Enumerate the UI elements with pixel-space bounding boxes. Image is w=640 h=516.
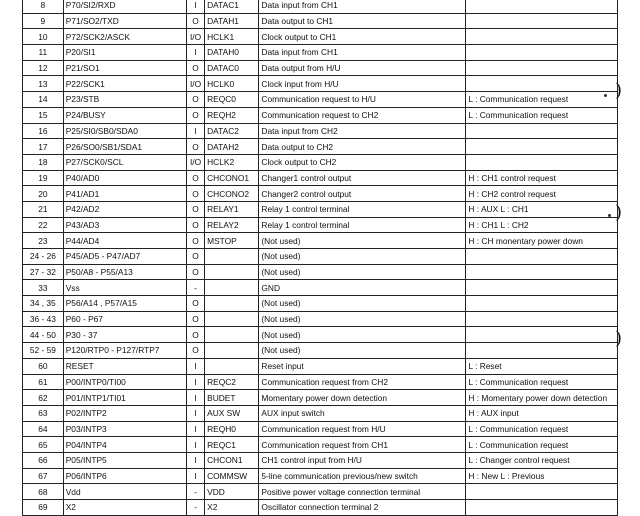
scan-speck	[608, 214, 611, 217]
table-row	[23, 452, 618, 468]
io-cell: O	[187, 186, 205, 202]
function-cell: GND	[259, 280, 466, 296]
port-name-cell: P23/STB	[63, 92, 186, 108]
signal-name-cell: DATAH1	[205, 13, 259, 29]
margin-paren-2: )	[615, 202, 623, 223]
function-cell: Communication request to CH2	[259, 107, 466, 123]
io-cell: I	[187, 405, 205, 421]
function-cell: (Not used)	[259, 264, 466, 280]
note-cell: H : CH2 control request	[466, 186, 618, 202]
port-name-cell: P20/SI1	[63, 45, 186, 61]
note-cell	[466, 0, 618, 13]
io-cell: O	[187, 217, 205, 233]
table-row	[23, 154, 618, 170]
io-cell: O	[187, 139, 205, 155]
io-cell: I	[187, 0, 205, 13]
io-cell: O	[187, 60, 205, 76]
note-cell: L : Reset	[466, 358, 618, 374]
signal-name-cell: DATAH2	[205, 139, 259, 155]
port-name-cell: P44/AD4	[63, 233, 186, 249]
port-name-cell: P71/SO2/TXD	[63, 13, 186, 29]
pin-number-cell: 68	[23, 484, 64, 500]
pin-number-cell: 63	[23, 405, 64, 421]
port-name-cell: P70/SI2/RXD	[63, 0, 186, 13]
table-row	[23, 0, 618, 13]
pin-number-cell: 62	[23, 390, 64, 406]
io-cell: I	[187, 390, 205, 406]
signal-name-cell: DATAC0	[205, 60, 259, 76]
table-row	[23, 139, 618, 155]
signal-name-cell: REQC2	[205, 374, 259, 390]
pin-number-cell: 44 - 50	[23, 327, 64, 343]
io-cell: O	[187, 264, 205, 280]
function-cell: Communication request from CH2	[259, 374, 466, 390]
table-row	[23, 233, 618, 249]
pin-number-cell: 60	[23, 358, 64, 374]
function-cell: (Not used)	[259, 249, 466, 265]
signal-name-cell: MSTOP	[205, 233, 259, 249]
function-cell: Communication request from H/U	[259, 421, 466, 437]
port-name-cell: P30 - 37	[63, 327, 186, 343]
note-cell: H : Momentary power down detection	[466, 390, 618, 406]
table-row	[23, 123, 618, 139]
function-cell: Clock output to CH2	[259, 154, 466, 170]
note-cell: H : CH1 control request	[466, 170, 618, 186]
pin-number-cell: 18	[23, 154, 64, 170]
port-name-cell: P40/AD0	[63, 170, 186, 186]
signal-name-cell: DATAH0	[205, 45, 259, 61]
table-row	[23, 390, 618, 406]
note-cell	[466, 139, 618, 155]
function-cell: (Not used)	[259, 327, 466, 343]
pin-number-cell: 19	[23, 170, 64, 186]
signal-name-cell	[205, 249, 259, 265]
port-name-cell: P05/INTP5	[63, 452, 186, 468]
io-cell: -	[187, 500, 205, 516]
function-cell: Data input from CH2	[259, 123, 466, 139]
scan-speck	[604, 94, 607, 97]
pin-function-table	[22, 0, 618, 516]
function-cell: Clock input from H/U	[259, 76, 466, 92]
pin-number-cell: 11	[23, 45, 64, 61]
note-cell	[466, 343, 618, 359]
io-cell: I/O	[187, 154, 205, 170]
table-row	[23, 249, 618, 265]
margin-paren-3: )	[615, 328, 623, 349]
port-name-cell: P26/SO0/SB1/SDA1	[63, 139, 186, 155]
table-row	[23, 358, 618, 374]
function-cell: Changer1 control output	[259, 170, 466, 186]
table-row	[23, 170, 618, 186]
note-cell	[466, 296, 618, 312]
pin-number-cell: 27 - 32	[23, 264, 64, 280]
pin-number-cell: 65	[23, 437, 64, 453]
table-row	[23, 327, 618, 343]
io-cell: O	[187, 13, 205, 29]
note-cell	[466, 280, 618, 296]
note-cell: L : Changer control request	[466, 452, 618, 468]
function-cell: (Not used)	[259, 233, 466, 249]
function-cell: Positive power voltage connection terminal	[259, 484, 466, 500]
signal-name-cell: DATAC2	[205, 123, 259, 139]
pin-number-cell: 61	[23, 374, 64, 390]
table-row	[23, 201, 618, 217]
function-cell: Relay 1 control terminal	[259, 217, 466, 233]
port-name-cell: P56/A14 , P57/A15	[63, 296, 186, 312]
io-cell: O	[187, 170, 205, 186]
io-cell: O	[187, 92, 205, 108]
table-row	[23, 264, 618, 280]
table-row	[23, 343, 618, 359]
port-name-cell: P60 - P67	[63, 311, 186, 327]
io-cell: I	[187, 123, 205, 139]
note-cell	[466, 29, 618, 45]
port-name-cell: P03/INTP3	[63, 421, 186, 437]
function-cell: Relay 1 control terminal	[259, 201, 466, 217]
pin-number-cell: 14	[23, 92, 64, 108]
note-cell	[466, 327, 618, 343]
table-row	[23, 311, 618, 327]
pin-number-cell: 8	[23, 0, 64, 13]
port-name-cell: P21/SO1	[63, 60, 186, 76]
signal-name-cell	[205, 311, 259, 327]
pin-number-cell: 17	[23, 139, 64, 155]
function-cell: AUX input switch	[259, 405, 466, 421]
pin-number-cell: 34 , 35	[23, 296, 64, 312]
note-cell	[466, 123, 618, 139]
note-cell: L : Communication request	[466, 437, 618, 453]
note-cell: L : Communication request	[466, 92, 618, 108]
function-cell: Data input from CH1	[259, 45, 466, 61]
function-cell: (Not used)	[259, 311, 466, 327]
signal-name-cell	[205, 358, 259, 374]
function-cell: Data output from H/U	[259, 60, 466, 76]
note-cell	[466, 311, 618, 327]
function-cell: Communication request from CH1	[259, 437, 466, 453]
signal-name-cell: BUDET	[205, 390, 259, 406]
pin-number-cell: 20	[23, 186, 64, 202]
table-row	[23, 280, 618, 296]
io-cell: -	[187, 280, 205, 296]
table-row	[23, 437, 618, 453]
function-cell: Changer2 control output	[259, 186, 466, 202]
signal-name-cell: REQC0	[205, 92, 259, 108]
table-row	[23, 500, 618, 516]
note-cell	[466, 13, 618, 29]
pin-number-cell: 69	[23, 500, 64, 516]
port-name-cell: P02/INTP2	[63, 405, 186, 421]
pin-number-cell: 52 - 59	[23, 343, 64, 359]
port-name-cell: P04/INTP4	[63, 437, 186, 453]
signal-name-cell: CHCONO1	[205, 170, 259, 186]
pin-number-cell: 23	[23, 233, 64, 249]
pin-number-cell: 66	[23, 452, 64, 468]
note-cell: H : AUX input	[466, 405, 618, 421]
table-row	[23, 76, 618, 92]
table-row	[23, 92, 618, 108]
signal-name-cell: HCLK1	[205, 29, 259, 45]
table-row	[23, 217, 618, 233]
signal-name-cell: CHCON1	[205, 452, 259, 468]
pin-number-cell: 21	[23, 201, 64, 217]
table-row	[23, 405, 618, 421]
table-row	[23, 421, 618, 437]
signal-name-cell: HCLK0	[205, 76, 259, 92]
note-cell	[466, 264, 618, 280]
io-cell: O	[187, 296, 205, 312]
pin-number-cell: 10	[23, 29, 64, 45]
port-name-cell: P27/SCK0/SCL	[63, 154, 186, 170]
io-cell: I/O	[187, 76, 205, 92]
note-cell	[466, 154, 618, 170]
io-cell: I	[187, 468, 205, 484]
io-cell: I	[187, 437, 205, 453]
signal-name-cell: RELAY2	[205, 217, 259, 233]
io-cell: -	[187, 484, 205, 500]
function-cell: Clock output to CH1	[259, 29, 466, 45]
signal-name-cell	[205, 327, 259, 343]
margin-paren-1: )	[615, 80, 623, 101]
note-cell: H : CH1 L : CH2	[466, 217, 618, 233]
port-name-cell: P120/RTP0 - P127/RTP7	[63, 343, 186, 359]
table-row	[23, 13, 618, 29]
port-name-cell: P72/SCK2/ASCK	[63, 29, 186, 45]
port-name-cell: P24/BUSY	[63, 107, 186, 123]
table-row	[23, 484, 618, 500]
function-cell: Data output to CH1	[259, 13, 466, 29]
table-row	[23, 60, 618, 76]
pin-number-cell: 22	[23, 217, 64, 233]
table-row	[23, 45, 618, 61]
table-row	[23, 374, 618, 390]
port-name-cell: P42/AD2	[63, 201, 186, 217]
note-cell: H : CH monentary power down	[466, 233, 618, 249]
function-cell: Data output to CH2	[259, 139, 466, 155]
note-cell: L : Communication request	[466, 374, 618, 390]
port-name-cell: P06/INTP6	[63, 468, 186, 484]
note-cell	[466, 60, 618, 76]
table-row	[23, 29, 618, 45]
port-name-cell: P41/AD1	[63, 186, 186, 202]
signal-name-cell: REQH0	[205, 421, 259, 437]
io-cell: I	[187, 374, 205, 390]
signal-name-cell	[205, 343, 259, 359]
signal-name-cell	[205, 264, 259, 280]
pin-number-cell: 15	[23, 107, 64, 123]
port-name-cell: P22/SCK1	[63, 76, 186, 92]
io-cell: O	[187, 107, 205, 123]
signal-name-cell: REQC1	[205, 437, 259, 453]
port-name-cell: P43/AD3	[63, 217, 186, 233]
function-cell: CH1 control input from H/U	[259, 452, 466, 468]
io-cell: I	[187, 358, 205, 374]
signal-name-cell	[205, 296, 259, 312]
note-cell	[466, 45, 618, 61]
signal-name-cell: DATAC1	[205, 0, 259, 13]
table-row	[23, 296, 618, 312]
signal-name-cell: RELAY1	[205, 201, 259, 217]
function-cell: (Not used)	[259, 296, 466, 312]
io-cell: O	[187, 201, 205, 217]
function-cell: Oscillator connection terminal 2	[259, 500, 466, 516]
note-cell	[466, 249, 618, 265]
pin-number-cell: 24 - 26	[23, 249, 64, 265]
function-cell: Data input from CH1	[259, 0, 466, 13]
signal-name-cell: AUX SW	[205, 405, 259, 421]
signal-name-cell	[205, 280, 259, 296]
table-row	[23, 186, 618, 202]
port-name-cell: X2	[63, 500, 186, 516]
port-name-cell: P25/SI0/SB0/SDA0	[63, 123, 186, 139]
pin-number-cell: 16	[23, 123, 64, 139]
signal-name-cell: HCLK2	[205, 154, 259, 170]
pin-number-cell: 67	[23, 468, 64, 484]
port-name-cell: P00/INTP0/TI00	[63, 374, 186, 390]
function-cell: Momentary power down detection	[259, 390, 466, 406]
function-cell: (Not used)	[259, 343, 466, 359]
pin-number-cell: 33	[23, 280, 64, 296]
function-cell: Communication request to H/U	[259, 92, 466, 108]
io-cell: O	[187, 233, 205, 249]
pin-number-cell: 12	[23, 60, 64, 76]
port-name-cell: P01/INTP1/TI01	[63, 390, 186, 406]
note-cell	[466, 500, 618, 516]
table-body	[23, 0, 618, 515]
signal-name-cell: REQH2	[205, 107, 259, 123]
io-cell: O	[187, 249, 205, 265]
signal-name-cell: COMMSW	[205, 468, 259, 484]
note-cell	[466, 76, 618, 92]
note-cell: L : Communication request	[466, 107, 618, 123]
io-cell: O	[187, 311, 205, 327]
signal-name-cell: VDD	[205, 484, 259, 500]
io-cell: I	[187, 421, 205, 437]
note-cell: L : Communication request	[466, 421, 618, 437]
signal-name-cell: X2	[205, 500, 259, 516]
io-cell: I	[187, 452, 205, 468]
table-row	[23, 468, 618, 484]
io-cell: I	[187, 45, 205, 61]
note-cell	[466, 484, 618, 500]
io-cell: O	[187, 343, 205, 359]
pin-number-cell: 36 - 43	[23, 311, 64, 327]
table-row	[23, 107, 618, 123]
pin-number-cell: 64	[23, 421, 64, 437]
note-cell: H : AUX L : CH1	[466, 201, 618, 217]
function-cell: 5-line communication previous/new switch	[259, 468, 466, 484]
pin-number-cell: 13	[23, 76, 64, 92]
port-name-cell: RESET	[63, 358, 186, 374]
function-cell: Reset input	[259, 358, 466, 374]
port-name-cell: P45/AD5 - P47/AD7	[63, 249, 186, 265]
port-name-cell: P50/A8 - P55/A13	[63, 264, 186, 280]
pin-number-cell: 9	[23, 13, 64, 29]
io-cell: I/O	[187, 29, 205, 45]
note-cell: H : New L : Previous	[466, 468, 618, 484]
signal-name-cell: CHCONO2	[205, 186, 259, 202]
io-cell: O	[187, 327, 205, 343]
port-name-cell: Vss	[63, 280, 186, 296]
port-name-cell: Vdd	[63, 484, 186, 500]
